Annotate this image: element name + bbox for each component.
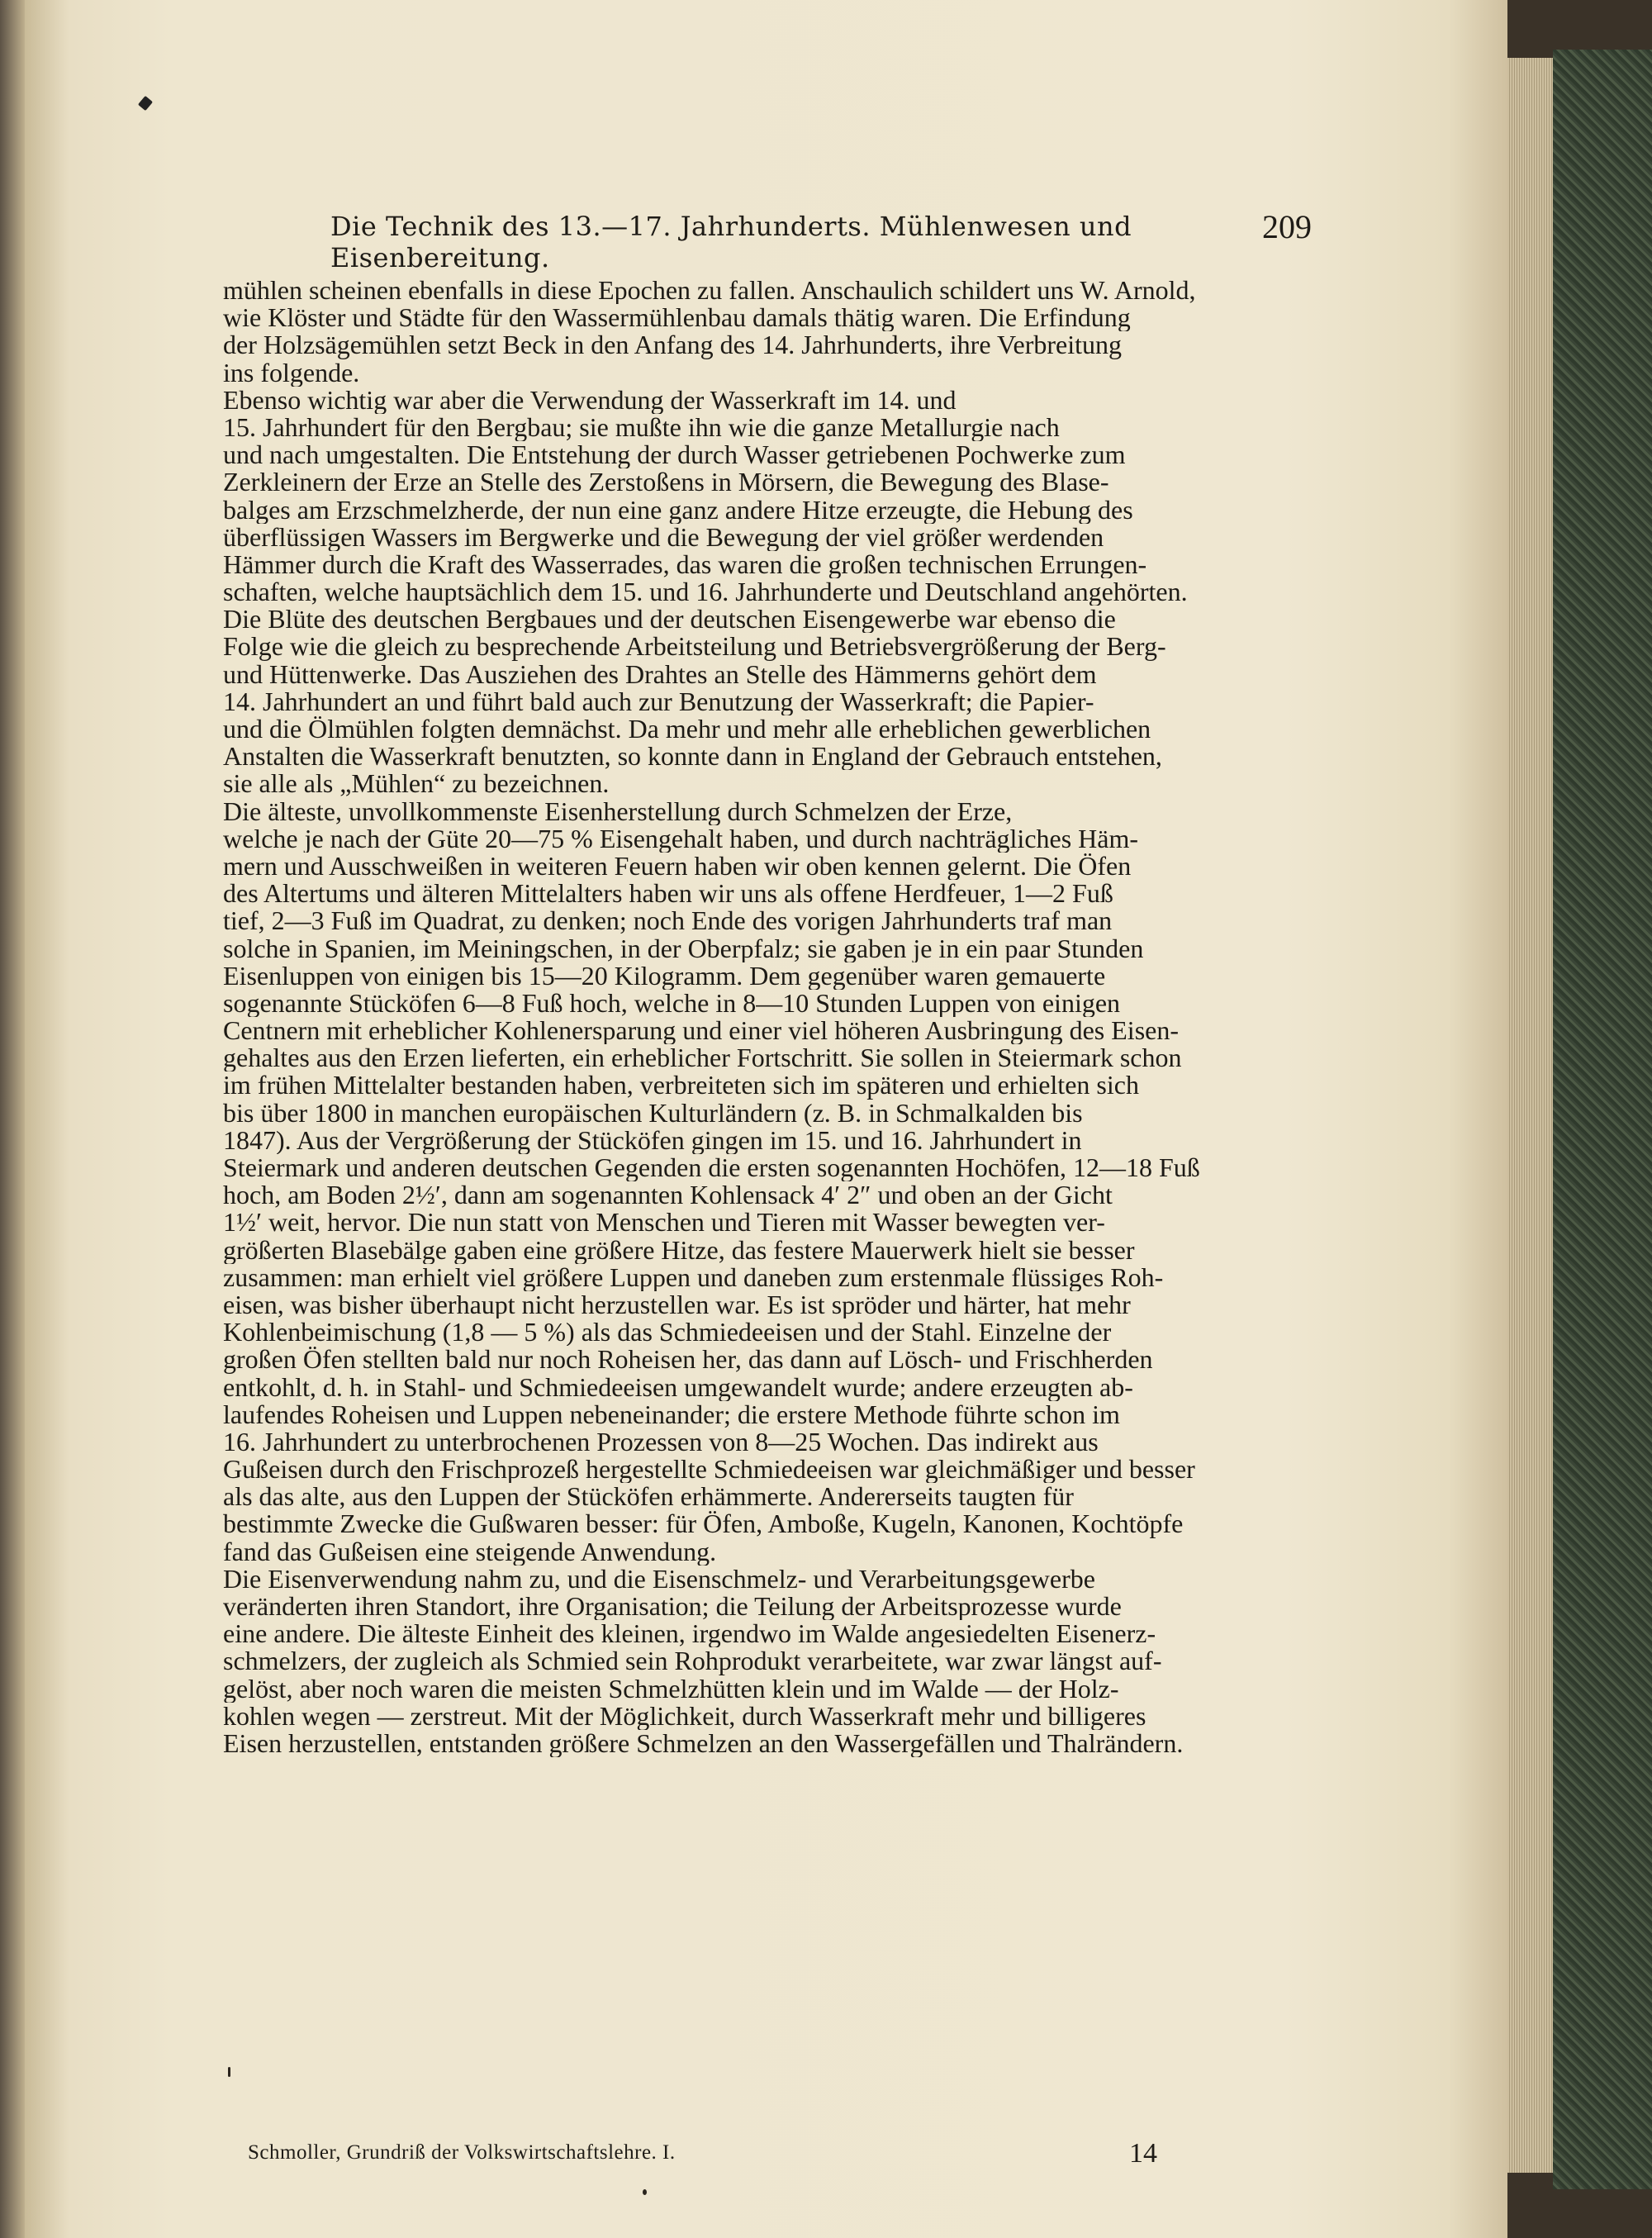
page-number: 209 [1262, 208, 1312, 245]
text-line: Eisenluppen von einigen bis 15—20 Kilogramm. Dem gegenüber waren gemauerte [223, 962, 1106, 990]
body-text [223, 277, 1313, 1757]
text-line: solche in Spanien, im Meiningschen, in der Oberpfalz; sie gaben je in ein paar Stunden [223, 934, 1144, 962]
text-line: Die älteste, unvollkommenste Eisenherstellung durch Schmelzen der Erze, [223, 797, 1013, 825]
text-line: Kohlenbeimischung (1,8 — 5 %) als das Schmiedeeisen und der Stahl. Einzelne der [223, 1319, 1112, 1347]
text-line: sie alle als „Mühlen“ zu bezeichnen. [223, 770, 610, 798]
text-line: zusammen: man erhielt viel größere Luppen und daneben zum erstenmale flüssiges Roh- [223, 1263, 1164, 1291]
text-line: gelöst, aber noch waren die meisten Schmelzhütten klein und im Walde — der Holz- [223, 1675, 1119, 1703]
text-line: mern und Ausschweißen in weiteren Feuern haben wir oben kennen gelernt. Die Öfen [223, 852, 1132, 881]
text-line: Die Eisenverwendung nahm zu, und die Eisenschmelz- und Verarbeitungsgewerbe [223, 1565, 1095, 1593]
text-line: und die Ölmühlen folgten demnächst. Da mehr und mehr alle erheblichen gewerblichen [223, 715, 1151, 744]
text-line: welche je nach der Güte 20—75 % Eisengehalt haben, und durch nachträgliches Häm- [223, 824, 1139, 853]
text-line: mühlen scheinen ebenfalls in diese Epochen zu fallen. Anschaulich schildert uns W. Arnold, [223, 277, 1196, 305]
text-line: eine andere. Die älteste Einheit des kleinen, irgendwo im Walde angesiedelten Eisenerz- [223, 1620, 1156, 1648]
text-line: Ebenso wichtig war aber die Verwendung der Wasserkraft im 14. und [223, 386, 957, 414]
text-line: 15. Jahrhundert für den Bergbau; sie mußte ihn wie die ganze Metallurgie nach [223, 413, 1060, 442]
text-line: bestimmte Zwecke die Gußwaren besser: für Öfen, Amboße, Kugeln, Kanonen, Kochtöpfe [223, 1510, 1184, 1538]
text-line: Anstalten die Wasserkraft benutzten, so konnte dann in England der Gebrauch entstehen, [223, 743, 1162, 771]
text-line: bis über 1800 in manchen europäischen Kulturländern (z. B. in Schmalkalden bis [223, 1099, 1083, 1127]
text-line: und nach umgestalten. Die Entstehung der durch Wasser getriebenen Pochwerke zum [223, 441, 1126, 469]
text-line: 14. Jahrhundert an und führt bald auch zur Benutzung der Wasserkraft; die Papier- [223, 687, 1094, 715]
ink-speck [643, 2189, 647, 2195]
text-line: Zerkleinern der Erze an Stelle des Zerstoßens in Mörsern, die Bewegung des Blase- [223, 468, 1109, 497]
text-line: 16. Jahrhundert zu unterbrochenen Prozessen von 8—25 Wochen. Das indirekt aus [223, 1428, 1099, 1456]
running-header: Die Technik des 13.—17. Jahrhunderts. Mühlenwesen und Eisenbereitung. [330, 211, 1132, 273]
text-line: Gußeisen durch den Frischprozeß hergestellte Schmiedeeisen war gleichmäßiger und besser [223, 1456, 1195, 1484]
text-line: Eisen herzustellen, entstanden größere Schmelzen an den Wassergefällen und Thalrändern. [223, 1729, 1184, 1758]
text-line: entkohlt, d. h. in Stahl- und Schmiedeeisen umgewandelt wurde; andere erzeugten ab- [223, 1373, 1133, 1401]
text-line: der Holzsägemühlen setzt Beck in den Anfang des 14. Jahrhunderts, ihre Verbreitung [223, 331, 1122, 359]
text-line: Centnern mit erheblicher Kohlenersparung und einer viel höheren Ausbringung des Eisen- [223, 1017, 1179, 1045]
text-line: im frühen Mittelalter bestanden haben, verbreiteten sich im späteren und erhielten sich [223, 1071, 1139, 1100]
text-line: Hämmer durch die Kraft des Wasserrades, das waren die großen technischen Errungen- [223, 550, 1147, 579]
text-line: kohlen wegen — zerstreut. Mit der Möglichkeit, durch Wasserkraft mehr und billigeres [223, 1702, 1146, 1730]
text-line: Folge wie die gleich zu besprechende Arbeitsteilung und Betriebsvergrößerung der Berg- [223, 633, 1166, 661]
text-line: als das alte, aus den Luppen der Stücköfen erhämmerte. Andererseits taugten für [223, 1483, 1074, 1511]
text-line: hoch, am Boden 2½′, dann am sogenannten Kohlensack 4′ 2″ und oben an der Gicht [223, 1181, 1113, 1209]
text-line: größerten Blasebälge gaben eine größere Hitze, das festere Mauerwerk hielt sie besser [223, 1236, 1135, 1264]
text-line: großen Öfen stellten bald nur noch Roheisen her, das dann auf Lösch- und Frischherden [223, 1346, 1153, 1374]
text-line: wie Klöster und Städte für den Wassermühlenbau damals thätig waren. Die Erfindung [223, 304, 1131, 332]
text-line: tief, 2—3 Fuß im Quadrat, zu denken; noch Ende des vorigen Jahrhunderts traf man [223, 907, 1113, 935]
text-line: balges am Erzschmelzherde, der nun eine ganz andere Hitze erzeugte, die Hebung des [223, 496, 1133, 524]
ink-speck [228, 2067, 230, 2077]
text-line: 1½′ weit, hervor. Die nun statt von Menschen und Tieren mit Wasser bewegten ver- [223, 1209, 1105, 1237]
text-line: schaften, welche hauptsächlich dem 15. und 16. Jahrhunderte und Deutschland angehörten. [223, 578, 1188, 606]
text-line: veränderten ihren Standort, ihre Organisation; die Teilung der Arbeitsprozesse wurde [223, 1593, 1122, 1621]
text-line: 1847). Aus der Vergrößerung der Stücköfen gingen im 15. und 16. Jahrhundert in [223, 1126, 1082, 1154]
text-line: des Altertums und älteren Mittelalters haben wir uns als offene Herdfeuer, 1—2 Fuß [223, 880, 1113, 908]
page-edges [1507, 58, 1553, 2173]
text-line: Die Blüte des deutschen Bergbaues und der deutschen Eisengewerbe war ebenso die [223, 606, 1116, 634]
footer-signature: Schmoller, Grundriß der Volkswirtschaftslehre. I. [248, 2141, 676, 2164]
text-line: ins folgende. [223, 359, 360, 387]
text-line: überflüssigen Wassers im Bergwerke und die Bewegung der viel größer werdenden [223, 523, 1104, 551]
text-line: laufendes Roheisen und Luppen nebeneinander; die erstere Methode führte schon im [223, 1400, 1120, 1428]
sheet-number: 14 [1129, 2138, 1157, 2169]
text-line: schmelzers, der zugleich als Schmied sein Rohprodukt verarbeitete, war zwar längst auf- [223, 1647, 1162, 1675]
text-line: Steiermark und anderen deutschen Gegenden die ersten sogenannten Hochöfen, 12—18 Fuß [223, 1154, 1200, 1182]
book-cover [1553, 50, 1652, 2189]
text-line: fand das Gußeisen eine steigende Anwendung. [223, 1537, 717, 1566]
text-line: sogenannte Stücköfen 6—8 Fuß hoch, welche in 8—10 Stunden Luppen von einigen [223, 989, 1121, 1018]
text-line: und Hüttenwerke. Das Ausziehen des Drahtes an Stelle des Hämmerns gehört dem [223, 660, 1097, 688]
text-line: eisen, was bisher überhaupt nicht herzustellen war. Es ist spröder und härter, hat mehr [223, 1290, 1131, 1319]
text-line: gehaltes aus den Erzen lieferten, ein erheblicher Fortschritt. Sie sollen in Steiermark schon [223, 1044, 1182, 1072]
